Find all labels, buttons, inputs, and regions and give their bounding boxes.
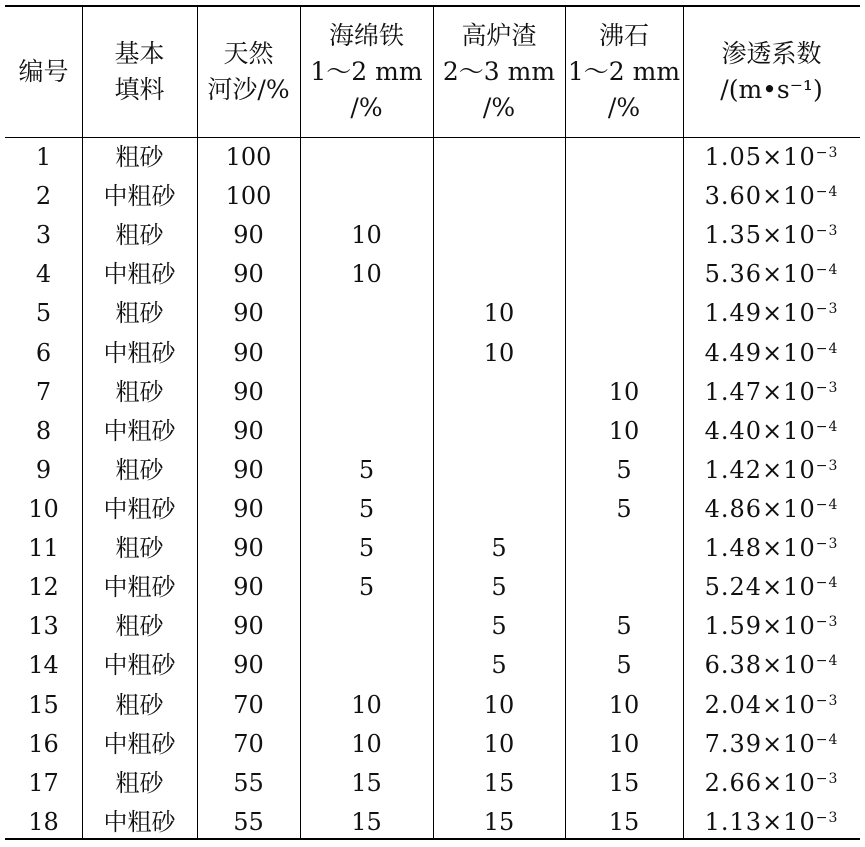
cell-material: 中粗砂 (103, 494, 176, 523)
perm-mantissa: 2.04 (704, 690, 763, 719)
cell-zeolite (565, 568, 683, 607)
cell-id: 17 (28, 768, 59, 797)
perm-times-ten: ×10 (762, 768, 816, 797)
perm-times-ten: ×10 (762, 534, 816, 563)
cell-iron (300, 373, 433, 412)
cell-material: 粗砂 (115, 299, 164, 328)
cell-material: 中粗砂 (103, 182, 176, 211)
perm-mantissa: 4.86 (704, 494, 763, 523)
cell-zeolite: 5 (616, 612, 632, 641)
perm-mantissa: 6.38 (704, 651, 763, 680)
cell-perm (683, 373, 860, 412)
perm-exponent: −3 (815, 379, 839, 396)
cell-slag (433, 373, 565, 412)
perm-exponent: −4 (815, 496, 839, 513)
perm-exponent: −4 (815, 575, 839, 592)
cell-zeolite: 15 (608, 807, 640, 836)
cell-iron: 10 (351, 690, 382, 719)
cell-id: 7 (35, 377, 52, 406)
perm-mantissa: 1.47 (704, 377, 763, 406)
cell-id: 6 (35, 338, 52, 367)
perm-times-ten: ×10 (762, 494, 816, 523)
cell-material: 粗砂 (115, 221, 164, 250)
header-zeolite-line: 1～2 mm (567, 57, 681, 86)
perm-times-ten: ×10 (762, 651, 816, 680)
cell-slag: 5 (491, 612, 507, 641)
cell-zeolite (565, 334, 683, 373)
perm-exponent: −3 (815, 692, 839, 709)
perm-mantissa: 2.66 (704, 768, 763, 797)
header-slag-line: /% (482, 93, 516, 122)
perm-mantissa: 5.24 (704, 573, 763, 602)
perm-mantissa: 7.39 (704, 729, 763, 758)
header-iron-line: 海绵铁 (328, 21, 404, 50)
perm-exponent: −3 (815, 145, 839, 161)
header-perm (683, 7, 860, 137)
cell-id: 8 (35, 416, 52, 445)
cell-slag: 5 (491, 534, 507, 563)
header-material (82, 7, 197, 137)
cell-material: 中粗砂 (103, 416, 176, 445)
perm-times-ten: ×10 (762, 299, 816, 328)
header-perm-line: 渗透系数 (721, 39, 822, 68)
cell-material: 中粗砂 (103, 573, 176, 602)
cell-material: 中粗砂 (103, 260, 176, 289)
cell-zeolite: 5 (616, 455, 632, 484)
cell-id: 14 (28, 651, 59, 680)
cell-perm (683, 216, 860, 255)
cell-sand: 70 (233, 729, 264, 758)
cell-perm (683, 803, 860, 842)
cell-iron: 15 (351, 768, 382, 797)
header-sand-line: 天然 (223, 39, 274, 68)
cell-perm (683, 686, 860, 725)
perm-exponent: −4 (815, 262, 839, 279)
perm-exponent: −4 (815, 340, 839, 357)
perm-times-ten: ×10 (762, 416, 816, 445)
cell-slag: 10 (483, 299, 515, 328)
header-slag (433, 7, 565, 137)
header-sand (197, 7, 300, 137)
cell-iron: 10 (351, 729, 382, 758)
cell-slag: 15 (483, 768, 515, 797)
cell-id: 5 (35, 299, 52, 328)
cell-perm (683, 177, 860, 216)
header-id (5, 7, 82, 137)
cell-perm (683, 529, 860, 568)
header-perm-line: /(m•s⁻¹) (720, 75, 823, 104)
perm-times-ten: ×10 (762, 612, 816, 641)
perm-mantissa: 1.48 (704, 534, 763, 563)
cell-slag (433, 177, 565, 216)
perm-exponent: −3 (815, 223, 839, 240)
cell-slag (433, 216, 565, 255)
perm-times-ten: ×10 (762, 182, 816, 211)
cell-perm (683, 412, 860, 451)
cell-material: 粗砂 (115, 768, 164, 797)
header-iron-line: 1～2 mm (310, 57, 423, 86)
cell-sand: 90 (233, 651, 264, 680)
cell-iron: 5 (358, 494, 375, 523)
perm-exponent: −3 (815, 770, 839, 787)
cell-zeolite (565, 529, 683, 568)
cell-sand: 90 (233, 260, 264, 289)
cell-zeolite (565, 294, 683, 333)
cell-perm (683, 607, 860, 646)
cell-id: 11 (28, 534, 59, 563)
header-material-line: 填料 (114, 75, 165, 104)
cell-material: 粗砂 (115, 143, 164, 171)
cell-iron (300, 412, 433, 451)
cell-perm (683, 451, 860, 490)
cell-id: 10 (28, 494, 59, 523)
cell-slag (433, 451, 565, 490)
cell-perm (683, 334, 860, 373)
cell-material: 粗砂 (115, 690, 164, 719)
cell-iron: 10 (351, 221, 382, 250)
cell-perm (683, 138, 860, 177)
perm-mantissa: 1.49 (704, 299, 763, 328)
cell-zeolite (565, 177, 683, 216)
cell-sand: 90 (233, 338, 264, 367)
perm-exponent: −4 (815, 418, 839, 435)
cell-sand: 100 (225, 143, 272, 171)
cell-iron (300, 334, 433, 373)
cell-material: 中粗砂 (103, 729, 176, 758)
cell-zeolite: 10 (608, 377, 640, 406)
cell-id: 2 (35, 182, 52, 211)
perm-times-ten: ×10 (762, 377, 816, 406)
header-id-line: 编号 (18, 57, 69, 86)
cell-id: 16 (28, 729, 59, 758)
cell-slag: 5 (491, 573, 507, 602)
cell-perm (683, 294, 860, 333)
cell-material: 粗砂 (115, 377, 164, 406)
cell-iron (300, 607, 433, 646)
cell-sand: 90 (233, 612, 264, 641)
header-zeolite (565, 7, 683, 137)
cell-sand: 55 (233, 768, 264, 797)
cell-iron (300, 646, 433, 685)
cell-perm (683, 255, 860, 294)
cell-sand: 70 (233, 690, 264, 719)
perm-exponent: −3 (815, 301, 839, 318)
cell-slag (433, 490, 565, 529)
cell-material: 粗砂 (115, 534, 164, 563)
cell-id: 9 (35, 455, 52, 484)
perm-exponent: −4 (815, 653, 839, 670)
perm-times-ten: ×10 (762, 143, 816, 171)
perm-mantissa: 1.59 (704, 612, 763, 641)
cell-slag: 5 (491, 651, 507, 680)
header-slag-line: 2～3 mm (442, 57, 556, 86)
cell-iron (300, 177, 433, 216)
cell-slag (433, 255, 565, 294)
cell-sand: 55 (233, 807, 264, 836)
cell-material: 粗砂 (115, 455, 164, 484)
header-zeolite-line: /% (607, 93, 641, 122)
cell-iron: 10 (351, 260, 382, 289)
cell-iron: 15 (351, 807, 382, 836)
cell-zeolite: 10 (608, 729, 640, 758)
perm-times-ten: ×10 (762, 260, 816, 289)
perm-exponent: −3 (815, 536, 839, 553)
cell-id: 12 (28, 573, 59, 602)
perm-mantissa: 4.49 (704, 338, 763, 367)
cell-perm (683, 764, 860, 803)
cell-id: 4 (35, 260, 52, 289)
cell-iron (300, 294, 433, 333)
header-slag-line: 高炉渣 (461, 21, 537, 50)
perm-exponent: −3 (815, 809, 839, 826)
cell-sand: 90 (233, 377, 264, 406)
cell-zeolite: 15 (608, 768, 640, 797)
perm-times-ten: ×10 (762, 807, 816, 836)
cell-perm (683, 725, 860, 764)
cell-material: 中粗砂 (103, 807, 176, 836)
perm-mantissa: 1.42 (704, 455, 763, 484)
perm-times-ten: ×10 (762, 455, 816, 484)
cell-iron: 5 (358, 455, 375, 484)
perm-mantissa: 1.05 (704, 143, 763, 171)
cell-sand: 90 (233, 573, 264, 602)
perm-exponent: −3 (815, 614, 839, 631)
perm-times-ten: ×10 (762, 221, 816, 250)
header-zeolite-line: 沸石 (598, 21, 649, 50)
cell-sand: 90 (233, 494, 264, 523)
cell-zeolite: 5 (616, 651, 632, 680)
cell-sand: 90 (233, 416, 264, 445)
cell-zeolite: 5 (616, 494, 632, 523)
perm-times-ten: ×10 (762, 573, 816, 602)
cell-sand: 90 (233, 299, 264, 328)
cell-zeolite (565, 255, 683, 294)
perm-mantissa: 4.40 (704, 416, 763, 445)
perm-mantissa: 3.60 (704, 182, 763, 211)
cell-sand: 90 (233, 534, 264, 563)
cell-zeolite: 10 (608, 690, 640, 719)
cell-perm (683, 490, 860, 529)
header-sand-line: 河沙/% (207, 75, 290, 104)
cell-slag (433, 138, 565, 177)
header-material-line: 基本 (114, 39, 165, 68)
perm-times-ten: ×10 (762, 690, 816, 719)
cell-zeolite (565, 216, 683, 255)
cell-iron (300, 138, 433, 177)
perm-mantissa: 1.13 (704, 807, 763, 836)
cell-slag: 15 (483, 807, 515, 836)
perm-exponent: −4 (815, 731, 839, 748)
cell-sand: 90 (233, 221, 264, 250)
header-iron-line: /% (350, 93, 383, 122)
cell-iron: 5 (358, 573, 375, 602)
cell-perm (683, 646, 860, 685)
cell-id: 1 (35, 143, 52, 171)
perm-mantissa: 1.35 (704, 221, 763, 250)
cell-zeolite: 10 (608, 416, 640, 445)
cell-id: 3 (35, 221, 52, 250)
cell-slag: 10 (483, 729, 515, 758)
perm-times-ten: ×10 (762, 729, 816, 758)
perm-exponent: −4 (815, 184, 839, 201)
cell-material: 中粗砂 (103, 338, 176, 367)
perm-times-ten: ×10 (762, 338, 816, 367)
cell-sand: 100 (225, 182, 272, 211)
cell-material: 粗砂 (115, 612, 164, 641)
perm-mantissa: 5.36 (704, 260, 763, 289)
cell-slag: 10 (483, 338, 515, 367)
cell-slag: 10 (483, 690, 515, 719)
cell-material: 中粗砂 (103, 651, 176, 680)
cell-id: 18 (28, 807, 59, 836)
header-iron (300, 7, 433, 137)
cell-sand: 90 (233, 455, 264, 484)
perm-exponent: −3 (815, 457, 839, 474)
cell-id: 13 (28, 612, 59, 641)
cell-zeolite (565, 138, 683, 177)
cell-iron: 5 (358, 534, 375, 563)
cell-perm (683, 568, 860, 607)
cell-id: 15 (28, 690, 59, 719)
cell-slag (433, 412, 565, 451)
